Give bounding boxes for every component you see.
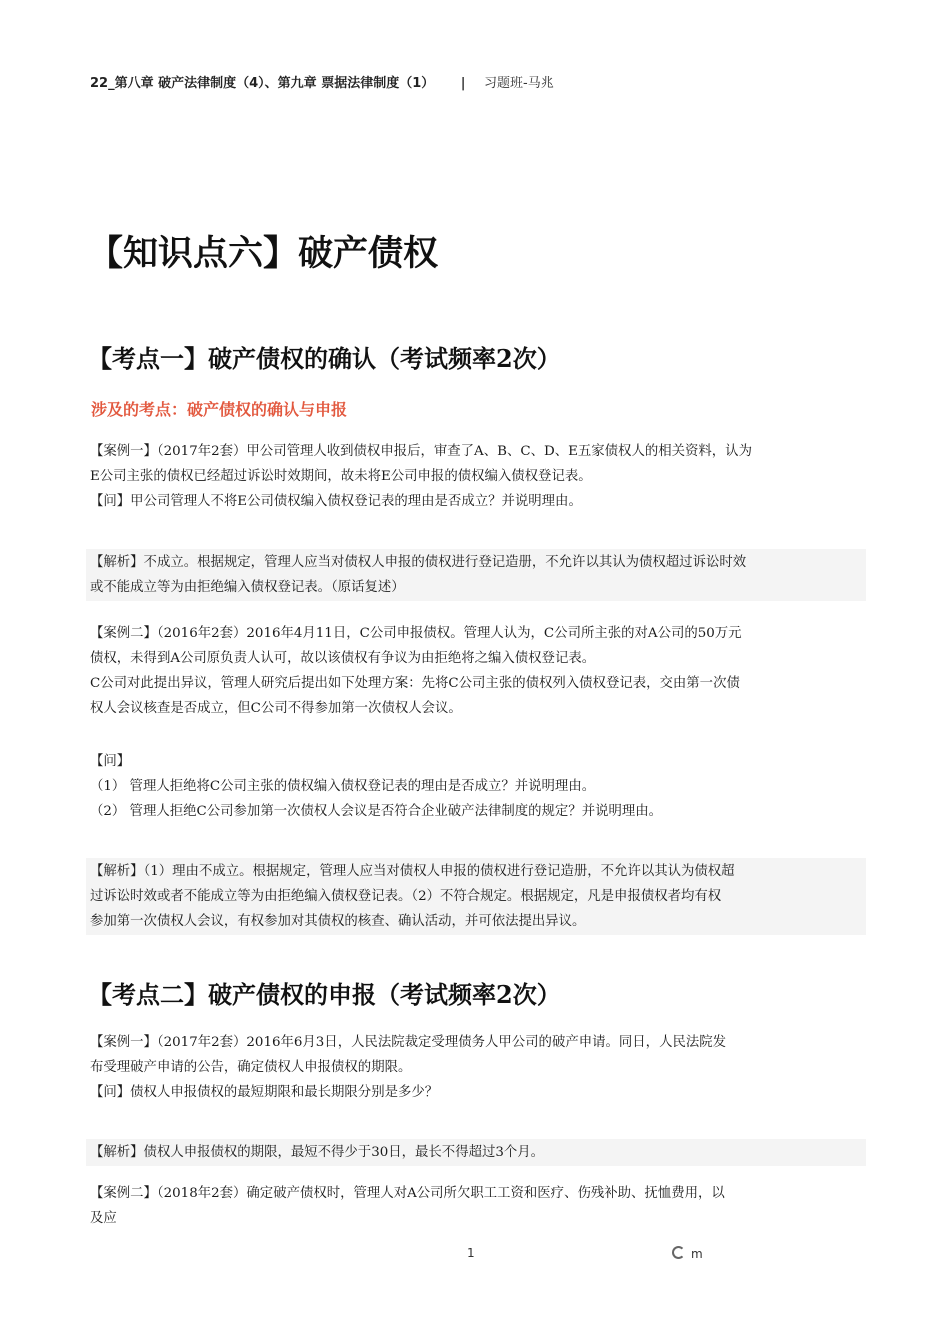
logo-text: m	[691, 1247, 703, 1261]
s2-case1-line: 【案例一】（2017年2套）2016年6月3日，人民法院裁定受理债务人甲公司的破产申请。同日，人民法院发	[90, 1035, 727, 1050]
question-item: （1） 管理人拒绝将C公司主张的债权编入债权登记表的理由是否成立？并说明理由。	[90, 779, 596, 794]
section2-title: 【考点二】破产债权的申报（考试频率2次）	[88, 980, 561, 1009]
page-number: 1	[467, 1246, 475, 1260]
footer-logo	[672, 1246, 703, 1261]
s1-case1-line: E公司主张的债权已经超过诉讼时效期间，故未将E公司申报的债权编入债权登记表。	[90, 469, 592, 484]
s1-case2	[90, 621, 870, 721]
header-separator: |	[460, 76, 466, 91]
question-label: 【问】	[90, 754, 131, 769]
s2-case1-line: 布受理破产申请的公告，确定债权人申报债权的期限。	[90, 1060, 412, 1075]
s2-case1-question: 【问】债权人申报债权的最短期限和最长期限分别是多少？	[90, 1085, 439, 1100]
header-tag: 习题班-马兆	[484, 76, 554, 91]
question-item: （2） 管理人拒绝C公司参加第一次债权人会议是否符合企业破产法律制度的规定？并说明理由。	[90, 804, 663, 819]
s1-case1-question: 【问】甲公司管理人不将E公司债权编入债权登记表的理由是否成立？并说明理由。	[90, 494, 582, 509]
main-title: 【知识点六】破产债权	[88, 233, 439, 274]
s1-case1-analysis	[86, 549, 866, 601]
s2-case1	[90, 1030, 870, 1105]
s2-case2	[90, 1181, 870, 1231]
section1-title: 【考点一】破产债权的确认（考试频率2次）	[88, 344, 561, 373]
analysis-line: 【解析】（1）理由不成立。根据规定，管理人应当对债权人申报的债权进行登记造册，不允许以其认为债权超	[90, 864, 735, 879]
s2-case2-line: 【案例二】（2018年2套）确定破产债权时，管理人对A公司所欠职工工资和医疗、伤残补助、抚恤费用，以	[90, 1186, 725, 1201]
s1-case1-line: 【案例一】（2017年2套）甲公司管理人收到债权申报后，审查了A、B、C、D、E五家债权人的相关资料，认为	[90, 444, 752, 459]
analysis-line: 【解析】债权人申报债权的期限，最短不得少于30日，最长不得超过3个月。	[90, 1145, 545, 1160]
s1-case2-line: 债权，未得到A公司原负责人认可，故以该债权有争议为由拒绝将之编入债权登记表。	[90, 651, 596, 666]
s2-case1-analysis	[86, 1139, 866, 1166]
analysis-line: 过诉讼时效或者不能成立等为由拒绝编入债权登记表。（2）不符合规定。根据规定，凡是申报债权者均有权	[90, 889, 722, 904]
s1-case2-questions	[90, 749, 870, 824]
s1-case2-analysis	[86, 858, 866, 935]
analysis-line: 参加第一次债权人会议，有权参加对其债权的核查、确认活动，并可依法提出异议。	[90, 914, 586, 929]
header-title: 22_第八章 破产法律制度（4）、第九章 票据法律制度（1）	[90, 76, 435, 91]
analysis-line: 或不能成立等为由拒绝编入债权登记表。（原话复述）	[90, 580, 405, 595]
logo-ring-icon	[672, 1246, 685, 1259]
page-header	[90, 72, 554, 91]
s2-case2-line: 及应	[90, 1211, 117, 1226]
section1-subhead: 涉及的考点：破产债权的确认与申报	[91, 400, 348, 419]
s1-case1	[90, 439, 870, 514]
s1-case2-line: 权人会议核查是否成立，但C公司不得参加第一次债权人会议。	[90, 701, 462, 716]
s1-case2-line: 【案例二】（2016年2套）2016年4月11日，C公司申报债权。管理人认为，C公司所主张的对A公司的50万元	[90, 626, 742, 641]
s1-case2-line: C公司对此提出异议，管理人研究后提出如下处理方案：先将C公司主张的债权列入债权登记表，交由第一次债	[90, 676, 740, 691]
analysis-line: 【解析】不成立。根据规定，管理人应当对债权人申报的债权进行登记造册，不允许以其认为债权超过诉讼时效	[90, 555, 747, 570]
